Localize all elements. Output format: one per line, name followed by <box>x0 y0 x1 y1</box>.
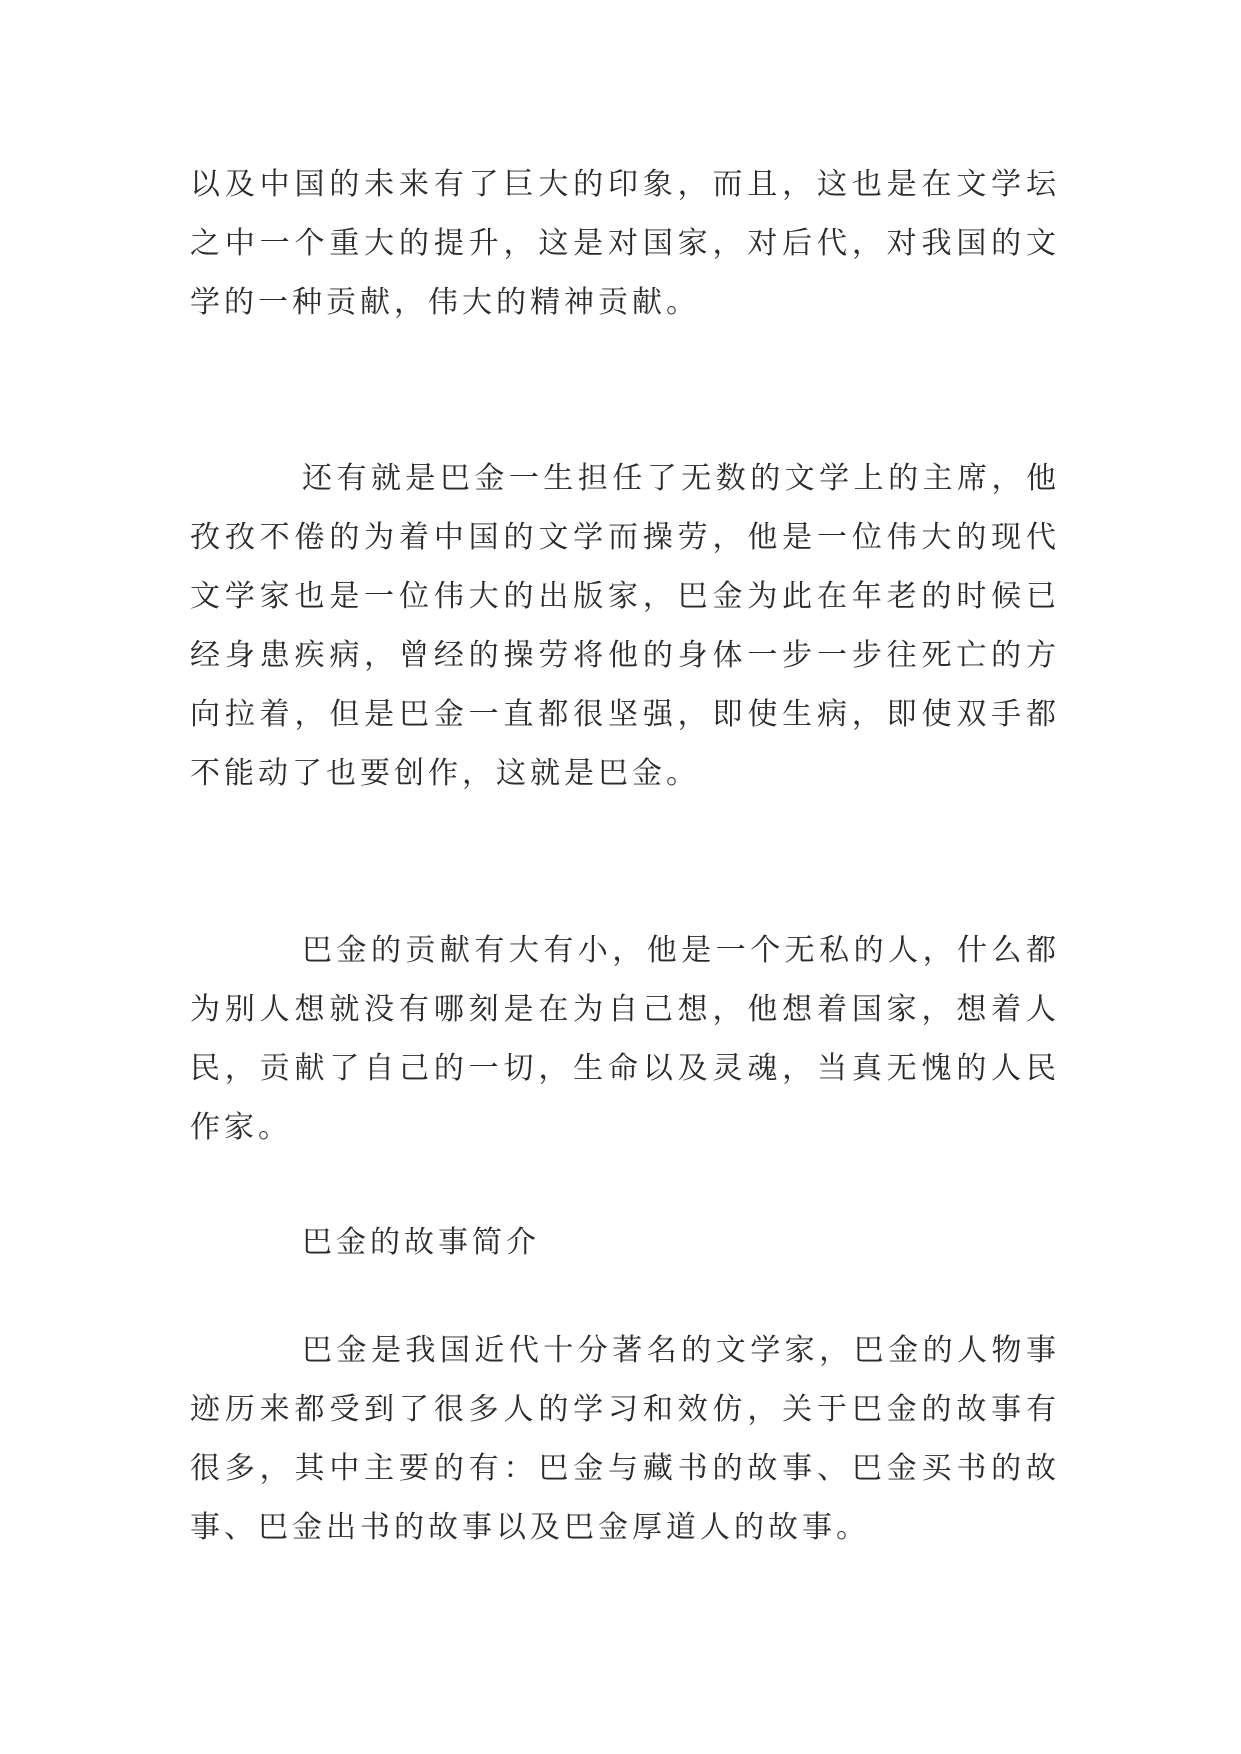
paragraph-continuation: 以及中国的未来有了巨大的印象，而且，这也是在文学坛之中一个重大的提升，这是对国家，对后代，对我国的文学的一种贡献，伟大的精神贡献。 <box>190 167 1060 320</box>
section-heading: 巴金的故事简介 <box>302 1225 540 1260</box>
paragraph-stories: 巴金是我国近代十分著名的文学家，巴金的人物事迹历来都受到了很多人的学习和效仿，关于巴金的故事有很多，其中主要的有：巴金与藏书的故事、巴金买书的故事、巴金出书的故事以及巴金厚道人的故事。 <box>190 1333 1060 1545</box>
paragraph-chairman: 还有就是巴金一生担任了无数的文学上的主席，他孜孜不倦的为着中国的文学而操劳，他是一位伟大的现代文学家也是一位伟大的出版家，巴金为此在年老的时候已经身患疾病，曾经的操劳将他的身体一步一步往死亡的方向拉着，但是巴金一直都很坚强，即使生病，即使双手都不能动了也要创作，这就是巴金。 <box>190 461 1060 791</box>
paragraph-contribution: 巴金的贡献有大有小，他是一个无私的人，什么都为别人想就没有哪刻是在为自己想，他想着国家，想着人民，贡献了自己的一切，生命以及灵魂，当真无愧的人民作家。 <box>190 933 1060 1145</box>
